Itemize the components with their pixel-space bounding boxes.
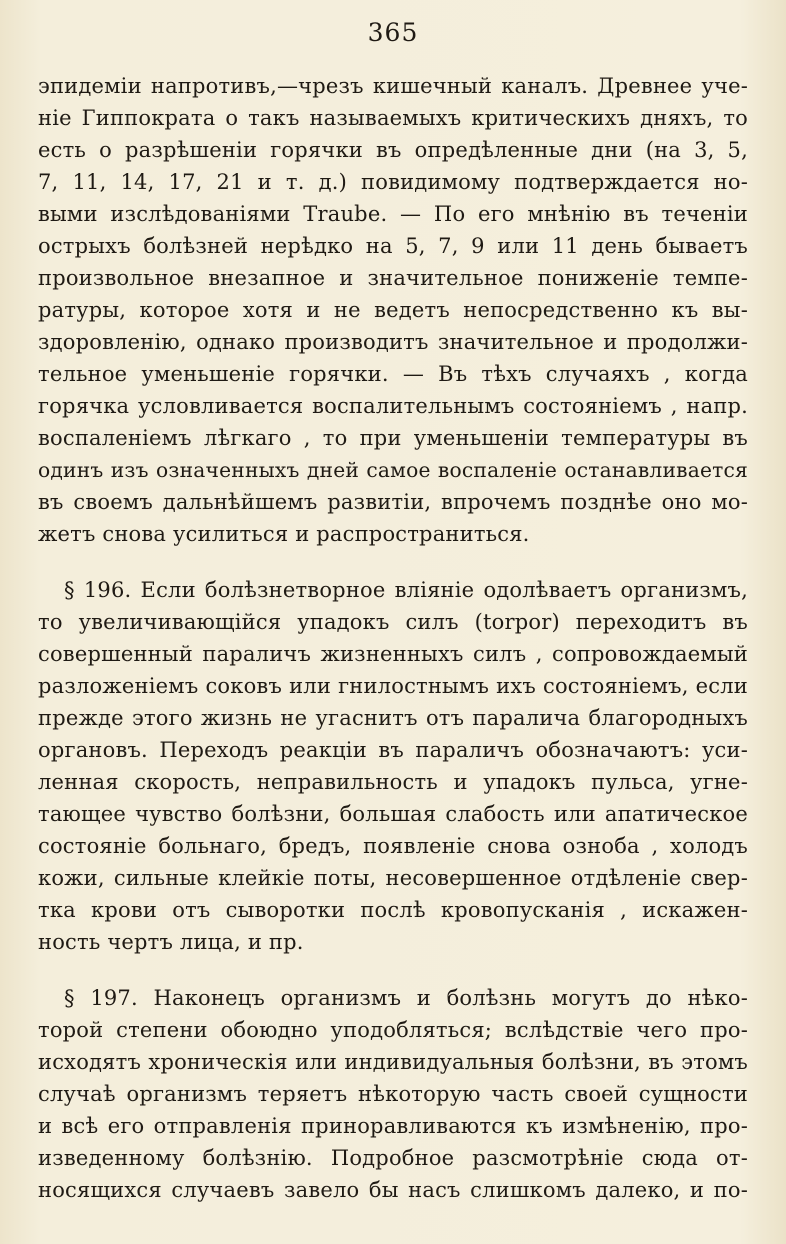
text-line: тка крови отъ сыворотки послѣ кровопусканiя , искажен- bbox=[38, 898, 748, 922]
text-line: кожи, сильные клейкiе поты, несовершенное отдѣленiе свер- bbox=[38, 866, 748, 890]
text-line: совершенный параличъ жизненныхъ силъ , сопровождаемый bbox=[38, 642, 748, 666]
text-line: прежде этого жизнь не угаснитъ отъ паралича благородныхъ bbox=[38, 706, 748, 730]
text-line: есть о разрѣшенiи горячки въ опредѣленные дни (на 3, 5, bbox=[38, 138, 748, 162]
text-line: ратуры, которое хотя и не ведетъ непосредственно къ вы- bbox=[38, 298, 748, 322]
text-line: состоянiе больнаго, бредъ, появленiе снова озноба , холодъ bbox=[38, 834, 748, 858]
text-line: § 196. Если болѣзнетворное влiянiе одолѣваетъ организмъ, bbox=[64, 578, 748, 602]
text-line: ленная скорость, неправильность и упадокъ пульса, угне- bbox=[38, 770, 748, 794]
text-line: тельное уменьшенiе горячки. — Въ тѣхъ случаяхъ , когда bbox=[38, 362, 748, 386]
text-line: ность чертъ лица, и пр. bbox=[38, 930, 304, 954]
text-line: органовъ. Переходъ реакцiи въ параличъ обозначаютъ: уси- bbox=[38, 738, 748, 762]
text-line: произвольное внезапное и значительное пониженiе темпе- bbox=[38, 266, 748, 290]
text-line: эпидемiи напротивъ,—чрезъ кишечный каналъ. Древнее уче- bbox=[38, 74, 748, 98]
text-line: горячка условливается воспалительнымъ состоянiемъ , напр. bbox=[38, 394, 748, 418]
text-line: нiе Гиппократа о такъ называемыхъ критическихъ дняхъ, то bbox=[38, 106, 748, 130]
text-line: 7, 11, 14, 17, 21 и т. д.) повидимому подтверждается но- bbox=[38, 170, 748, 194]
text-line: случаѣ организмъ теряетъ нѣкоторую часть своей сущности bbox=[38, 1082, 748, 1106]
text-line: носящихся случаевъ завело бы насъ слишкомъ далеко, и по- bbox=[38, 1178, 748, 1202]
text-line: разложенiемъ соковъ или гнилостнымъ ихъ состоянiемъ, если bbox=[38, 674, 748, 698]
text-line: одинъ изъ означенныхъ дней самое воспаленiе останавливается bbox=[38, 458, 748, 482]
text-line: тающее чувство болѣзни, большая слабость или апатическое bbox=[38, 802, 748, 826]
text-line: воспаленiемъ лѣгкаго , то при уменьшенiи температуры въ bbox=[38, 426, 748, 450]
text-line: торой степени обоюдно уподобляться; вслѣдствiе чего про- bbox=[38, 1018, 748, 1042]
text-line: исходятъ хроническiя или индивидуальныя болѣзни, въ этомъ bbox=[38, 1050, 748, 1074]
text-line: здоровленiю, однако производитъ значительное и продолжи- bbox=[38, 330, 748, 354]
text-line: острыхъ болѣзней нерѣдко на 5, 7, 9 или 11 день бываетъ bbox=[38, 234, 748, 258]
text-line: выми изслѣдованiями Traube. — По его мнѣнiю въ теченiи bbox=[38, 202, 748, 226]
text-line: то увеличивающiйся упадокъ силъ (torpor) переходитъ въ bbox=[38, 610, 748, 634]
page-number: 365 bbox=[367, 18, 419, 47]
text-line: § 197. Наконецъ организмъ и болѣзнь могутъ до нѣко- bbox=[64, 986, 748, 1010]
text-line: въ своемъ дальнѣйшемъ развитiи, впрочемъ позднѣе оно мо- bbox=[38, 490, 748, 514]
text-line: изведенному болѣзнiю. Подробное разсмотрѣнiе сюда от- bbox=[38, 1146, 748, 1170]
text-line: жетъ снова усилиться и распространиться. bbox=[38, 522, 530, 546]
text-line: и всѣ его отправленiя приноравливаются къ измѣненiю, про- bbox=[38, 1114, 748, 1138]
